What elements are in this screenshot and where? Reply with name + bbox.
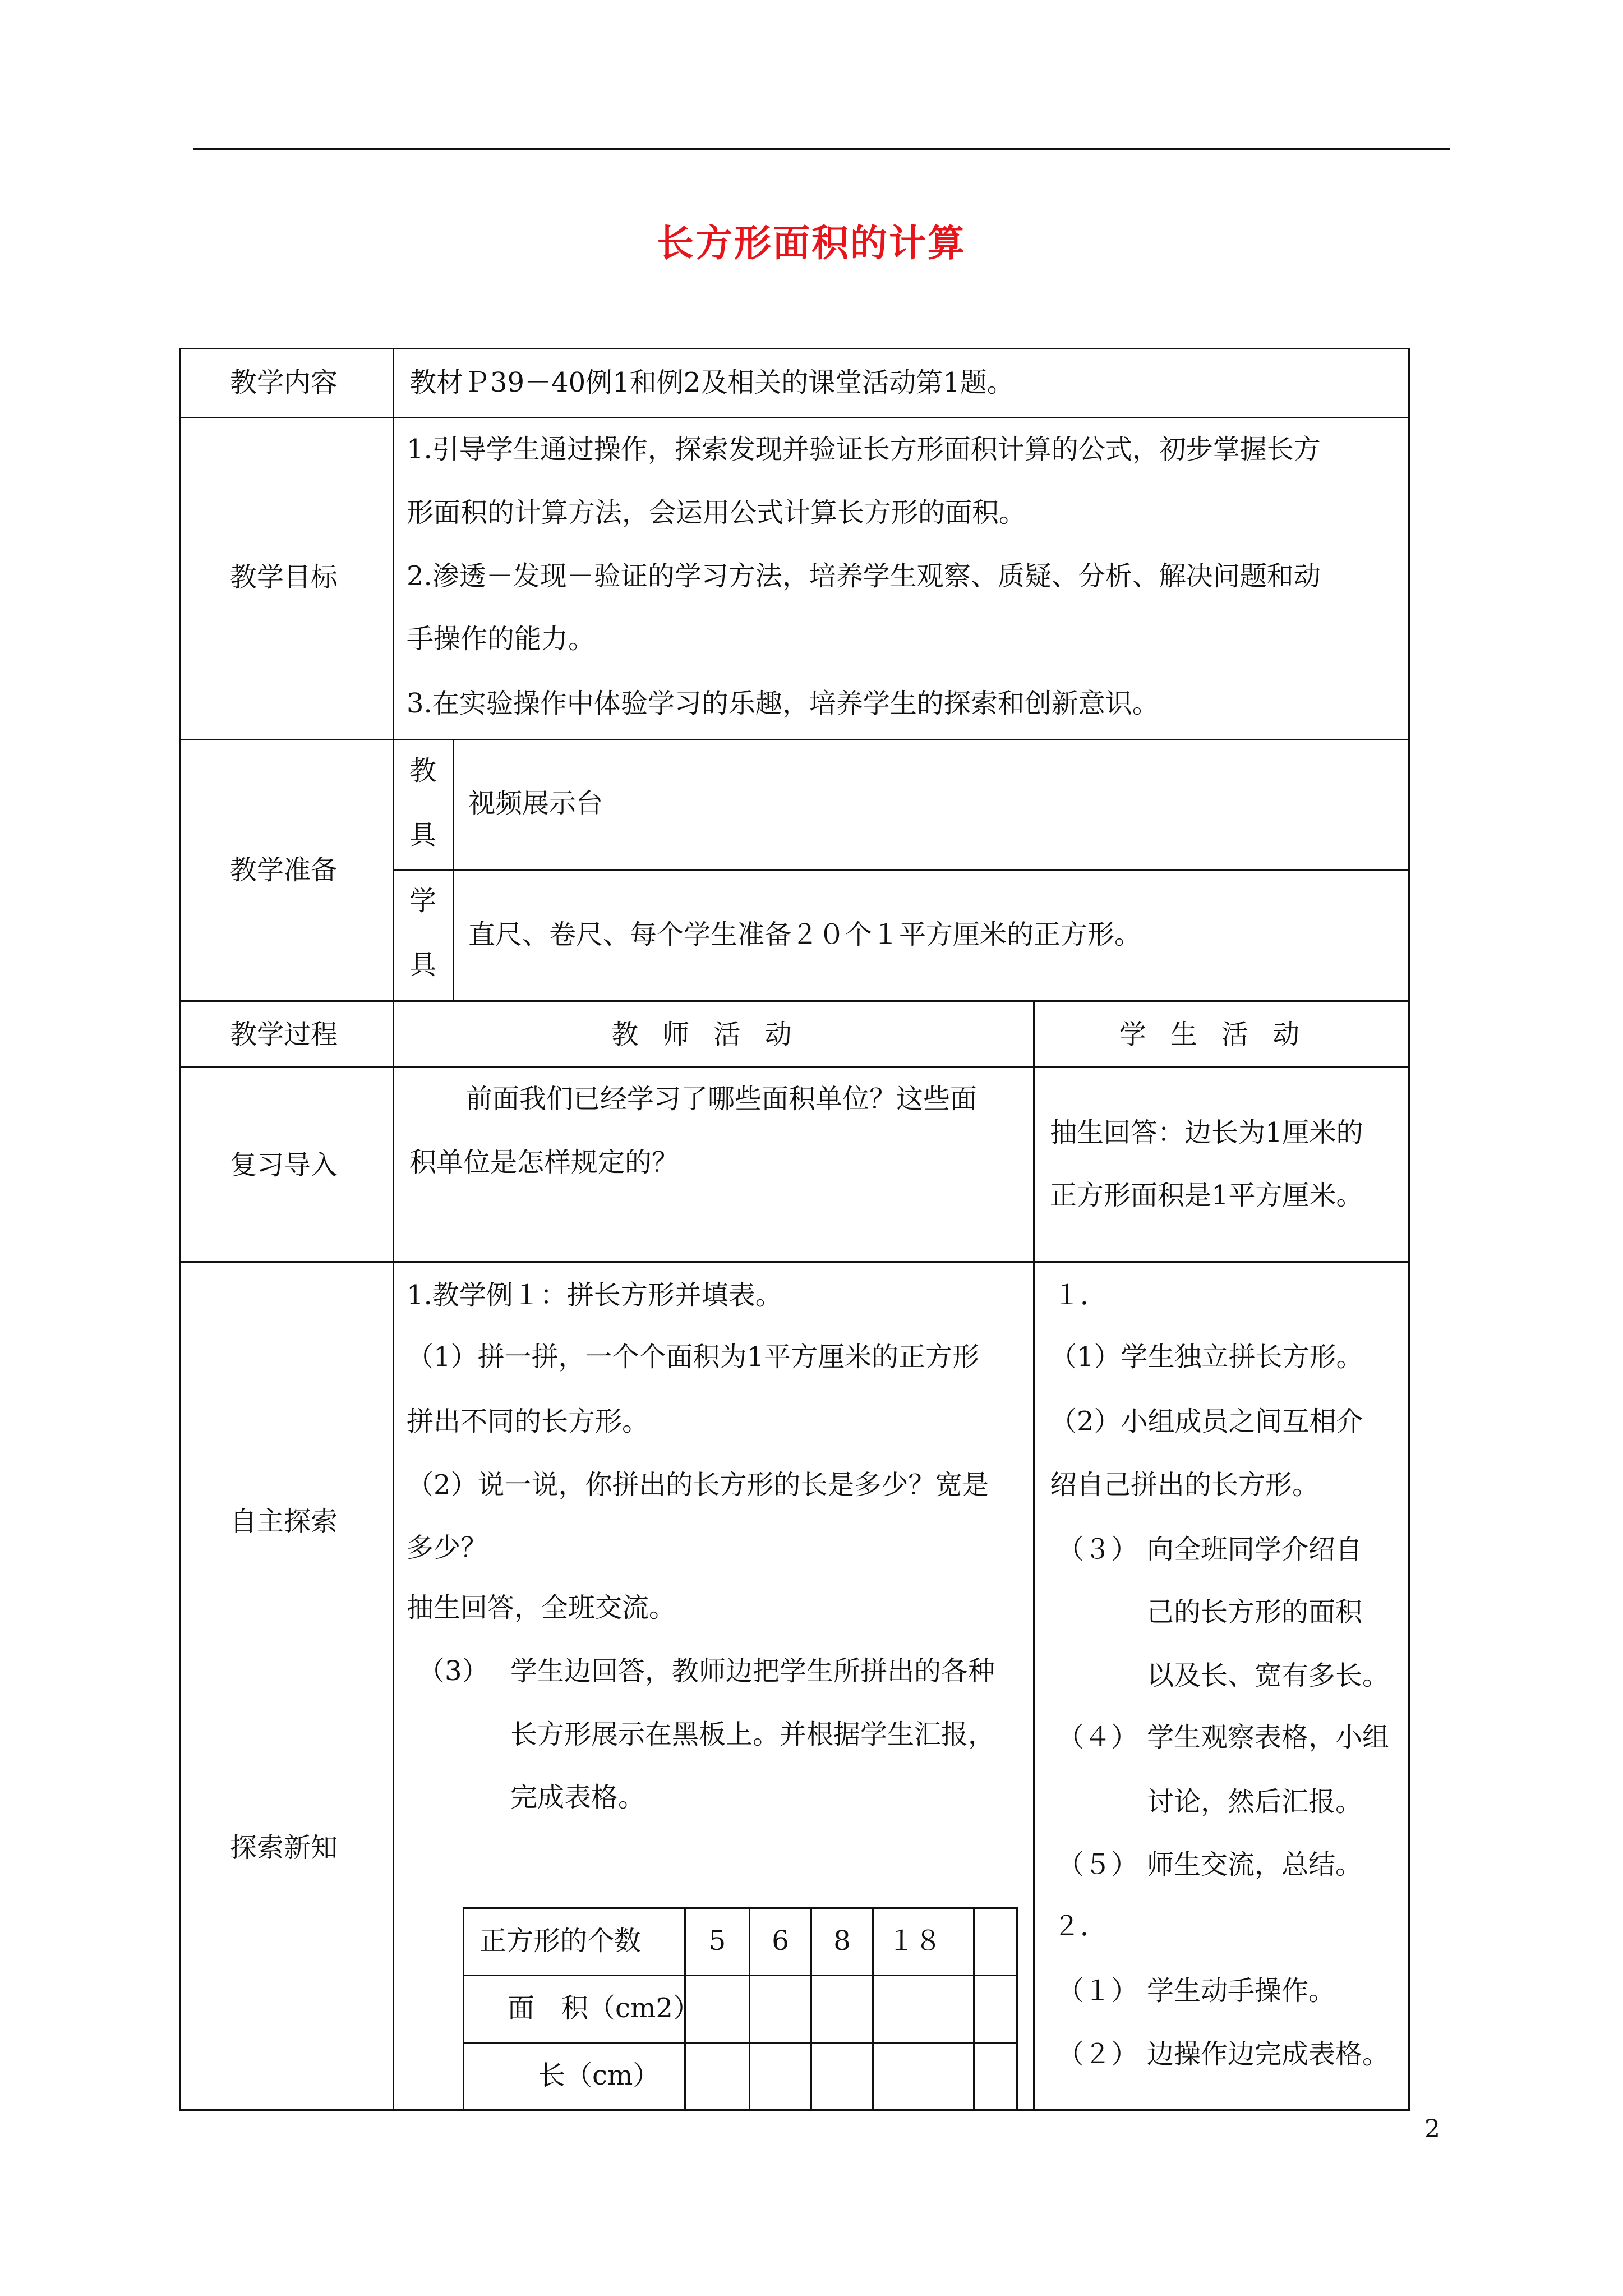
row-divider-process (179, 1066, 1410, 1068)
document-title: 长方形面积的计算 (657, 222, 966, 265)
label-column-divider (393, 348, 394, 2111)
student-item-3-line-2: 己的长方形的面积 (1147, 1596, 1363, 1628)
inner-table-row-divider-2 (463, 2042, 1018, 2044)
student-tools-label-bottom: 具 (409, 949, 437, 981)
student-item-4-number: （４） (1057, 1722, 1138, 1753)
row-label-content: 教学内容 (230, 367, 338, 398)
inner-table-col-divider-4 (872, 1907, 874, 2109)
inner-count-cell: １８ (888, 1925, 942, 1957)
student-line-3: 绍自己拼出的长方形。 (1050, 1469, 1320, 1501)
table-border-left (179, 348, 181, 2111)
inner-table-col-divider-5 (973, 1907, 975, 2109)
teacher-item-3-line-1: 学生边回答，教师边把学生所拼出的各种 (510, 1655, 995, 1687)
student-part-1-number: １． (1053, 1280, 1108, 1311)
explore-teacher-line-5: 多少？ (407, 1532, 488, 1563)
student-item-5-number: （５） (1057, 1849, 1138, 1880)
student-part-2-number: ２． (1053, 1911, 1108, 1942)
student-activity-header: 学生活动 (1119, 1019, 1324, 1050)
student-line-1: （1）学生独立拼长方形。 (1050, 1341, 1363, 1373)
row-label-process: 教学过程 (230, 1019, 338, 1050)
student-item-3-line-1: 向全班同学介绍自 (1147, 1534, 1363, 1565)
student-item-5-line-1: 师生交流，总结。 (1147, 1849, 1363, 1880)
row-label-review: 复习导入 (230, 1149, 338, 1181)
row-label-prep: 教学准备 (230, 854, 338, 886)
student-item-4-line-2: 讨论，然后汇报。 (1147, 1786, 1363, 1818)
goal-line-4: 手操作的能力。 (407, 623, 596, 655)
tools-label-divider (453, 739, 454, 1000)
inner-header-area: 面 积（cm2） (508, 1993, 700, 2024)
inner-header-square-count: 正方形的个数 (479, 1925, 642, 1957)
goal-line-2: 形面积的计算方法，会运用公式计算长方形的面积。 (407, 497, 1026, 528)
row-divider-content (179, 417, 1410, 418)
table-border-right (1408, 348, 1410, 2111)
inner-count-cell: 6 (772, 1925, 789, 1957)
teacher-tools-label-top: 教 (409, 755, 437, 786)
inner-count-cell: 8 (833, 1925, 851, 1957)
activity-column-divider (1033, 1000, 1035, 2111)
header-rule (193, 148, 1450, 150)
teacher-tools-label-bottom: 具 (409, 820, 437, 851)
row-divider-review (179, 1261, 1410, 1263)
review-student-line-1: 抽生回答：边长为1厘米的 (1050, 1117, 1363, 1148)
student-item-3-number: （３） (1057, 1534, 1138, 1565)
row-divider-goals (179, 739, 1410, 740)
teacher-item-3-number: （3） (418, 1655, 489, 1687)
inner-table-left (463, 1907, 464, 2109)
row-divider-prep (179, 1000, 1410, 1002)
explore-teacher-line-3: 拼出不同的长方形。 (407, 1406, 649, 1437)
student-item-3-line-3: 以及长、宽有多长。 (1147, 1660, 1390, 1691)
explore-teacher-line-6: 抽生回答，全班交流。 (407, 1592, 676, 1623)
inner-table-row-divider-1 (463, 1975, 1018, 1976)
student-part-2-item-1-number: （１） (1057, 1975, 1138, 2007)
student-tools-label-top: 学 (409, 885, 437, 917)
row-label-self-explore: 自主探索 (230, 1506, 338, 1537)
student-item-4-line-1: 学生观察表格，小组 (1147, 1722, 1390, 1753)
table-border-top (179, 348, 1410, 349)
teacher-tools-text: 视频展示台 (468, 788, 603, 819)
teacher-item-3-line-3: 完成表格。 (510, 1782, 645, 1813)
inner-header-length: 长（cm） (538, 2060, 660, 2091)
explore-teacher-line-4: （2）说一说，你拼出的长方形的长是多少？宽是 (407, 1469, 989, 1501)
row-label-goals: 教学目标 (230, 562, 338, 593)
content-text: 教材Ｐ39－40例1和例2及相关的课堂活动第1题。 (409, 367, 1014, 398)
student-tools-text: 直尺、卷尺、每个学生准备２０个１平方厘米的正方形。 (468, 919, 1142, 950)
lesson-plan-table (179, 348, 1410, 2111)
review-student-line-2: 正方形面积是1平方厘米。 (1050, 1180, 1363, 1211)
student-part-2-item-1-line: 学生动手操作。 (1147, 1975, 1336, 2007)
review-teacher-line-1: 前面我们已经学习了哪些面积单位？这些面 (465, 1083, 978, 1115)
inner-table-right (1016, 1907, 1018, 2109)
goal-line-5: 3.在实验操作中体验学习的乐趣，培养学生的探索和创新意识。 (407, 688, 1159, 719)
teacher-activity-header: 教师活动 (611, 1019, 816, 1050)
inner-table-top (463, 1907, 1018, 1909)
page-number: 2 (1424, 2115, 1440, 2143)
explore-teacher-line-1: 1.教学例１：拼长方形并填表。 (407, 1280, 782, 1311)
goal-line-1: 1.引导学生通过操作，探索发现并验证长方形面积计算的公式，初步掌握长方 (407, 434, 1321, 465)
row-divider-tools (393, 869, 1410, 871)
student-part-2-item-2-line: 边操作边完成表格。 (1147, 2039, 1390, 2070)
student-part-2-item-2-number: （２） (1057, 2039, 1138, 2070)
student-line-2: （2）小组成员之间互相介 (1050, 1406, 1363, 1437)
row-label-new-knowledge: 探索新知 (230, 1832, 338, 1864)
goal-line-3: 2.渗透－发现－验证的学习方法，培养学生观察、质疑、分析、解决问题和动 (407, 560, 1321, 592)
explore-teacher-line-2: （1）拼一拼，一个个面积为1平方厘米的正方形 (407, 1341, 980, 1373)
square-count-table (463, 1907, 1018, 2109)
table-border-bottom (179, 2109, 1410, 2111)
inner-count-cell: 5 (708, 1925, 726, 1957)
review-teacher-line-2: 积单位是怎样规定的？ (409, 1147, 679, 1178)
teacher-item-3-line-2: 长方形展示在黑板上。并根据学生汇报， (510, 1719, 995, 1750)
